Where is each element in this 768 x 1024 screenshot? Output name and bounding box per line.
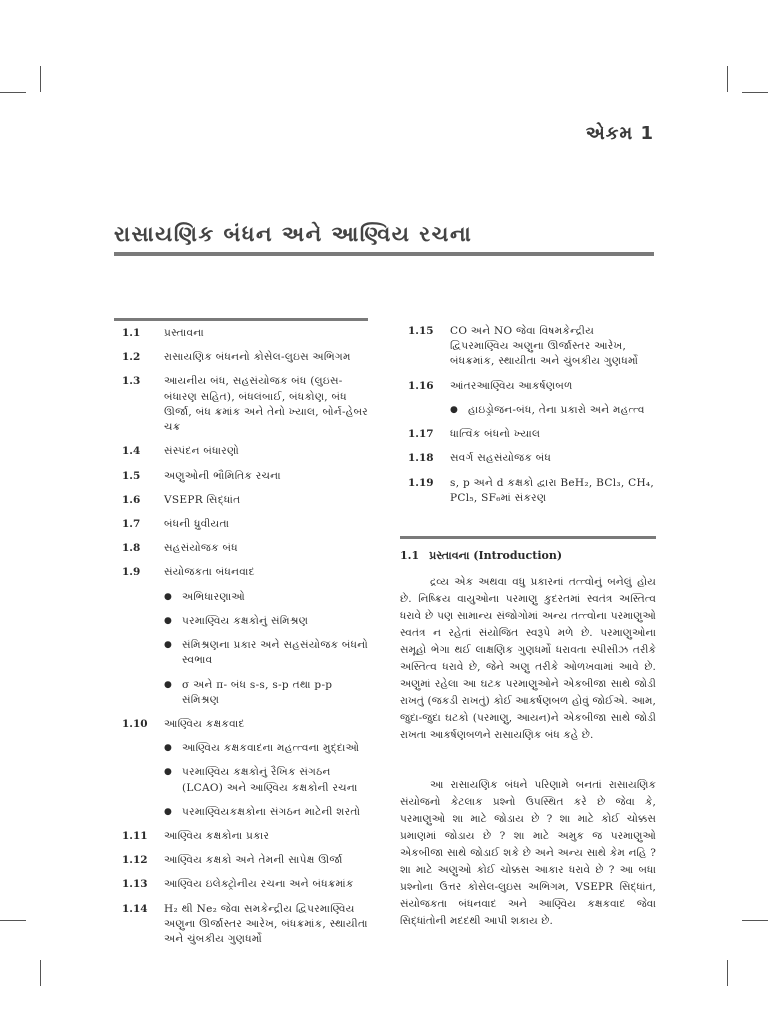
bullet-icon: ● bbox=[164, 591, 172, 602]
toc-entry-text: CO અને NO જેવા વિષમકેન્દ્રીય દ્વિપરમાણ્વિય અણુના ઊર્જાસ્તર આરેખ, બંધક્રમાંક, સ્થાયીતા અને ચુંબકીય ગુણધર્મો bbox=[450, 325, 639, 368]
bullet-icon: ● bbox=[450, 404, 458, 415]
toc-entry bbox=[122, 717, 370, 732]
toc-subentry bbox=[164, 741, 370, 756]
toc-entry-number: 1.7 bbox=[122, 517, 141, 530]
toc-entry-number: 1.8 bbox=[122, 542, 141, 555]
toc-subentry-text: પરમાણ્વિય કક્ષકોનું સંમિશ્રણ bbox=[182, 614, 309, 627]
toc-subentry bbox=[450, 403, 656, 418]
bullet-icon: ● bbox=[164, 767, 172, 778]
bullet-icon: ● bbox=[164, 615, 172, 626]
toc-entry-number: 1.14 bbox=[122, 902, 148, 915]
toc-entry-number: 1.13 bbox=[122, 878, 148, 891]
toc-left-column bbox=[122, 326, 370, 956]
toc-subentry-text: પરમાણ્વિયકક્ષકોના સંગઠન માટેની શરતો bbox=[182, 805, 361, 818]
toc-entry-number: 1.12 bbox=[122, 854, 148, 867]
toc-entry bbox=[122, 517, 370, 532]
toc-entry-number: 1.6 bbox=[122, 493, 141, 506]
toc-entry-text: VSEPR સિદ્ધાંત bbox=[164, 493, 241, 506]
toc-subentry-text: આણ્વિય કક્ષકવાદના મહત્ત્વના મુદ્દાઓ bbox=[182, 742, 360, 755]
toc-entry bbox=[122, 326, 370, 341]
section-heading bbox=[400, 549, 656, 563]
chapter-title: રાસાયણિક બંધન અને આણ્વિય રચના bbox=[114, 222, 473, 246]
intro-paragraph bbox=[400, 777, 656, 930]
toc-entry-text: H₂ થી Ne₂ જેવા સમકેન્દ્રીય દ્વિપરમાણ્વિય અણુના ઊર્જાસ્તર આરેખ, બંધક્રમાંક, સ્થાયીતા અને ચુંબકીય ગુણધર્મો bbox=[164, 902, 368, 946]
unit-label: એકમ 1 bbox=[585, 123, 654, 144]
toc-subentry bbox=[164, 805, 370, 820]
toc-entry bbox=[122, 350, 370, 365]
toc-entry bbox=[408, 379, 656, 394]
toc-entry-number: 1.18 bbox=[408, 452, 434, 465]
toc-entry-text: આણ્વિય કક્ષકોના પ્રકાર bbox=[164, 830, 270, 843]
crop-mark bbox=[40, 66, 41, 92]
bullet-icon: ● bbox=[164, 640, 172, 651]
toc-entry-text: પ્રસ્તાવના bbox=[164, 327, 204, 339]
toc-entry-text: બંધની ધ્રુવીયતા bbox=[164, 517, 230, 530]
section-number: 1.1 bbox=[400, 549, 420, 562]
toc-entry-number: 1.1 bbox=[122, 327, 141, 339]
intro-paragraph bbox=[400, 574, 656, 744]
bullet-icon: ● bbox=[164, 743, 172, 754]
toc-entry bbox=[122, 902, 370, 948]
toc-entry bbox=[122, 444, 370, 459]
crop-mark bbox=[0, 92, 26, 93]
crop-mark bbox=[0, 920, 26, 921]
toc-entry bbox=[122, 374, 370, 435]
toc-subentry bbox=[164, 765, 370, 795]
toc-entry-text: s, p અને d કક્ષકો દ્વારા BeH₂, BCl₃, CH₄, PCl₅, SF₆માં સંકરણ bbox=[450, 476, 655, 504]
toc-subentry-text: પરમાણ્વિય કક્ષકોનું રૈખિક સંગઠન (LCAO) અને આણ્વિય કક્ષકોની રચના bbox=[182, 766, 358, 794]
toc-entry bbox=[122, 493, 370, 508]
toc-entry bbox=[122, 541, 370, 556]
toc-entry-number: 1.10 bbox=[122, 717, 148, 730]
toc-entry-number: 1.11 bbox=[122, 830, 148, 843]
toc-entry-number: 1.5 bbox=[122, 469, 141, 482]
toc-subentry bbox=[164, 614, 370, 629]
toc-rule bbox=[114, 318, 368, 321]
toc-entry-text: ધાત્વિક બંધનો ખ્યાલ bbox=[450, 428, 541, 441]
toc-entry-text: સવર્ગ સહસંયોજક બંધ bbox=[450, 452, 552, 465]
toc-subentry bbox=[164, 638, 370, 668]
toc-entry-text: આંતરઆણ્વિય આકર્ષણબળ bbox=[450, 379, 573, 392]
toc-entry bbox=[408, 427, 656, 442]
toc-entry bbox=[122, 565, 370, 580]
toc-entry-text: આયનીય બંધ, સહસંયોજક બંધ (લુઇસ-બંધારણ સહિત), બંધલંબાઈ, બંધકોણ, બંધ ઊર્જા, બંધ ક્રમાંક અને તેનો ખ્યાલ, બોર્ન-હેબર ચક્ર bbox=[164, 375, 369, 434]
toc-entry-text: સંસ્પંદન બંધારણો bbox=[164, 445, 240, 458]
toc-subentry bbox=[164, 678, 370, 708]
toc-entry-number: 1.9 bbox=[122, 566, 141, 579]
toc-entry-number: 1.15 bbox=[408, 325, 434, 337]
toc-entry bbox=[408, 324, 656, 370]
crop-mark bbox=[742, 920, 768, 921]
crop-mark bbox=[727, 66, 728, 92]
toc-entry-number: 1.3 bbox=[122, 375, 141, 388]
toc-subentry-text: અભિધારણાઓ bbox=[182, 590, 246, 603]
section-title: પ્રસ્તાવના (Introduction) bbox=[429, 549, 563, 562]
toc-entry-text: સંયોજકતા બંધનવાદ bbox=[164, 566, 255, 579]
bullet-icon: ● bbox=[164, 806, 172, 817]
toc-entry-number: 1.17 bbox=[408, 428, 434, 441]
toc-right-column bbox=[408, 324, 656, 515]
crop-mark bbox=[742, 92, 768, 93]
toc-subentry-text: સંમિશ્રણના પ્રકાર અને સહસંયોજક બંધનો સ્વભાવ bbox=[182, 639, 369, 667]
toc-entry-text: આણ્વિય ઇલેક્ટ્રોનીય રચના અને બંધક્રમાંક bbox=[164, 878, 354, 891]
toc-entry bbox=[408, 476, 656, 506]
toc-subentry-text: σ અને π- બંધ s-s, s-p તથા p-p સંમિશ્રણ bbox=[182, 678, 333, 706]
paragraph-text: આ રાસાયણિક બંધને પરિણામે બનતાં રાસાયણિક સંયોજનો કેટલાક પ્રશ્નો ઉપસ્થિત કરે છે જેવા કે, પરમાણુઓ શા માટે જોડાય છે ? શા માટે કોઈ ચોક્કસ પ્રમાણમાં જોડાય છે ? શા માટે અમુક જ પરમાણુઓ એકબીજા સાથે જોડાઈ શકે છે અને અન્ય સાથે કેમ નહિ ? શા માટે અણુઓ કોઈ ચોક્કસ આકાર ધરાવે છે ? આ બધા પ્રશ્નોના ઉત્તર કોસેલ-લુઇસ અભિગમ, VSEPR સિદ્ધાંત, સંયોજકતા બંધનવાદ અને આણ્વિય કક્ષકવાદ જેવા સિદ્ધાંતોની મદદથી આપી શકાય છે. bbox=[400, 779, 656, 927]
toc-entry bbox=[122, 877, 370, 892]
toc-subentry-text: હાઇડ્રોજન-બંધ, તેના પ્રકારો અને મહત્ત્વ bbox=[468, 403, 645, 416]
intro-rule bbox=[400, 536, 656, 539]
toc-entry-text: સહસંયોજક બંધ bbox=[164, 542, 238, 555]
paragraph-text: દ્રવ્ય એક અથવા વધુ પ્રકારનાં તત્ત્વોનું બનેલું હોય છે. નિષ્ક્રિય વાયુઓના પરમાણુ કુદરતમાં સ્વતંત્ર અસ્તિત્વ ધરાવે છે પણ સામાન્ય સંજોગોમાં અન્ય તત્ત્વોના પરમાણુઓ સ્વતંત્ર ન રહેતાં સંયોજિત સ્વરૂપે મળે છે. પરમાણુઓના સમૂહો ભેગા થઈ લાક્ષણિક ગુણધર્મો ધરાવતા સ્પીસીઝ તરીકે અસ્તિત્વ ધરાવે છે, જેને અણુ તરીકે ઓળખવામાં આવે છે. અણુમાં રહેલા આ ઘટક પરમાણુઓને એકબીજા સાથે જોડી રાખતું (જકડી રાખતું) કોઈ આકર્ષણબળ હોવું જોઈએ. આમ, જુદા-જુદા ઘટકો (પરમાણુ, આયન)ને એકબીજા સાથે જોડી રાખતા આકર્ષણબળને રાસાયણિક બંધ કહે છે. bbox=[400, 576, 656, 741]
toc-entry-text: રાસાયણિક બંધનનો કોસેલ-લુઇસ અભિગમ bbox=[164, 351, 351, 364]
toc-entry-number: 1.4 bbox=[122, 445, 141, 458]
toc-entry bbox=[122, 469, 370, 484]
crop-mark bbox=[40, 960, 41, 986]
bullet-icon: ● bbox=[164, 679, 172, 690]
toc-subentry bbox=[164, 590, 370, 605]
toc-entry-text: અણુઓની ભૌમિતિક રચના bbox=[164, 469, 281, 482]
toc-entry bbox=[408, 451, 656, 466]
toc-entry-text: આણ્વિય કક્ષકો અને તેમની સાપેક્ષ ઊર્જા bbox=[164, 854, 343, 867]
crop-mark bbox=[727, 960, 728, 986]
toc-entry-text: આણ્વિય કક્ષકવાદ bbox=[164, 717, 245, 730]
toc-entry-number: 1.19 bbox=[408, 476, 434, 489]
toc-entry-number: 1.2 bbox=[122, 351, 141, 364]
toc-entry bbox=[122, 853, 370, 868]
toc-entry-number: 1.16 bbox=[408, 379, 434, 392]
toc-entry bbox=[122, 829, 370, 844]
title-rule bbox=[114, 252, 654, 256]
